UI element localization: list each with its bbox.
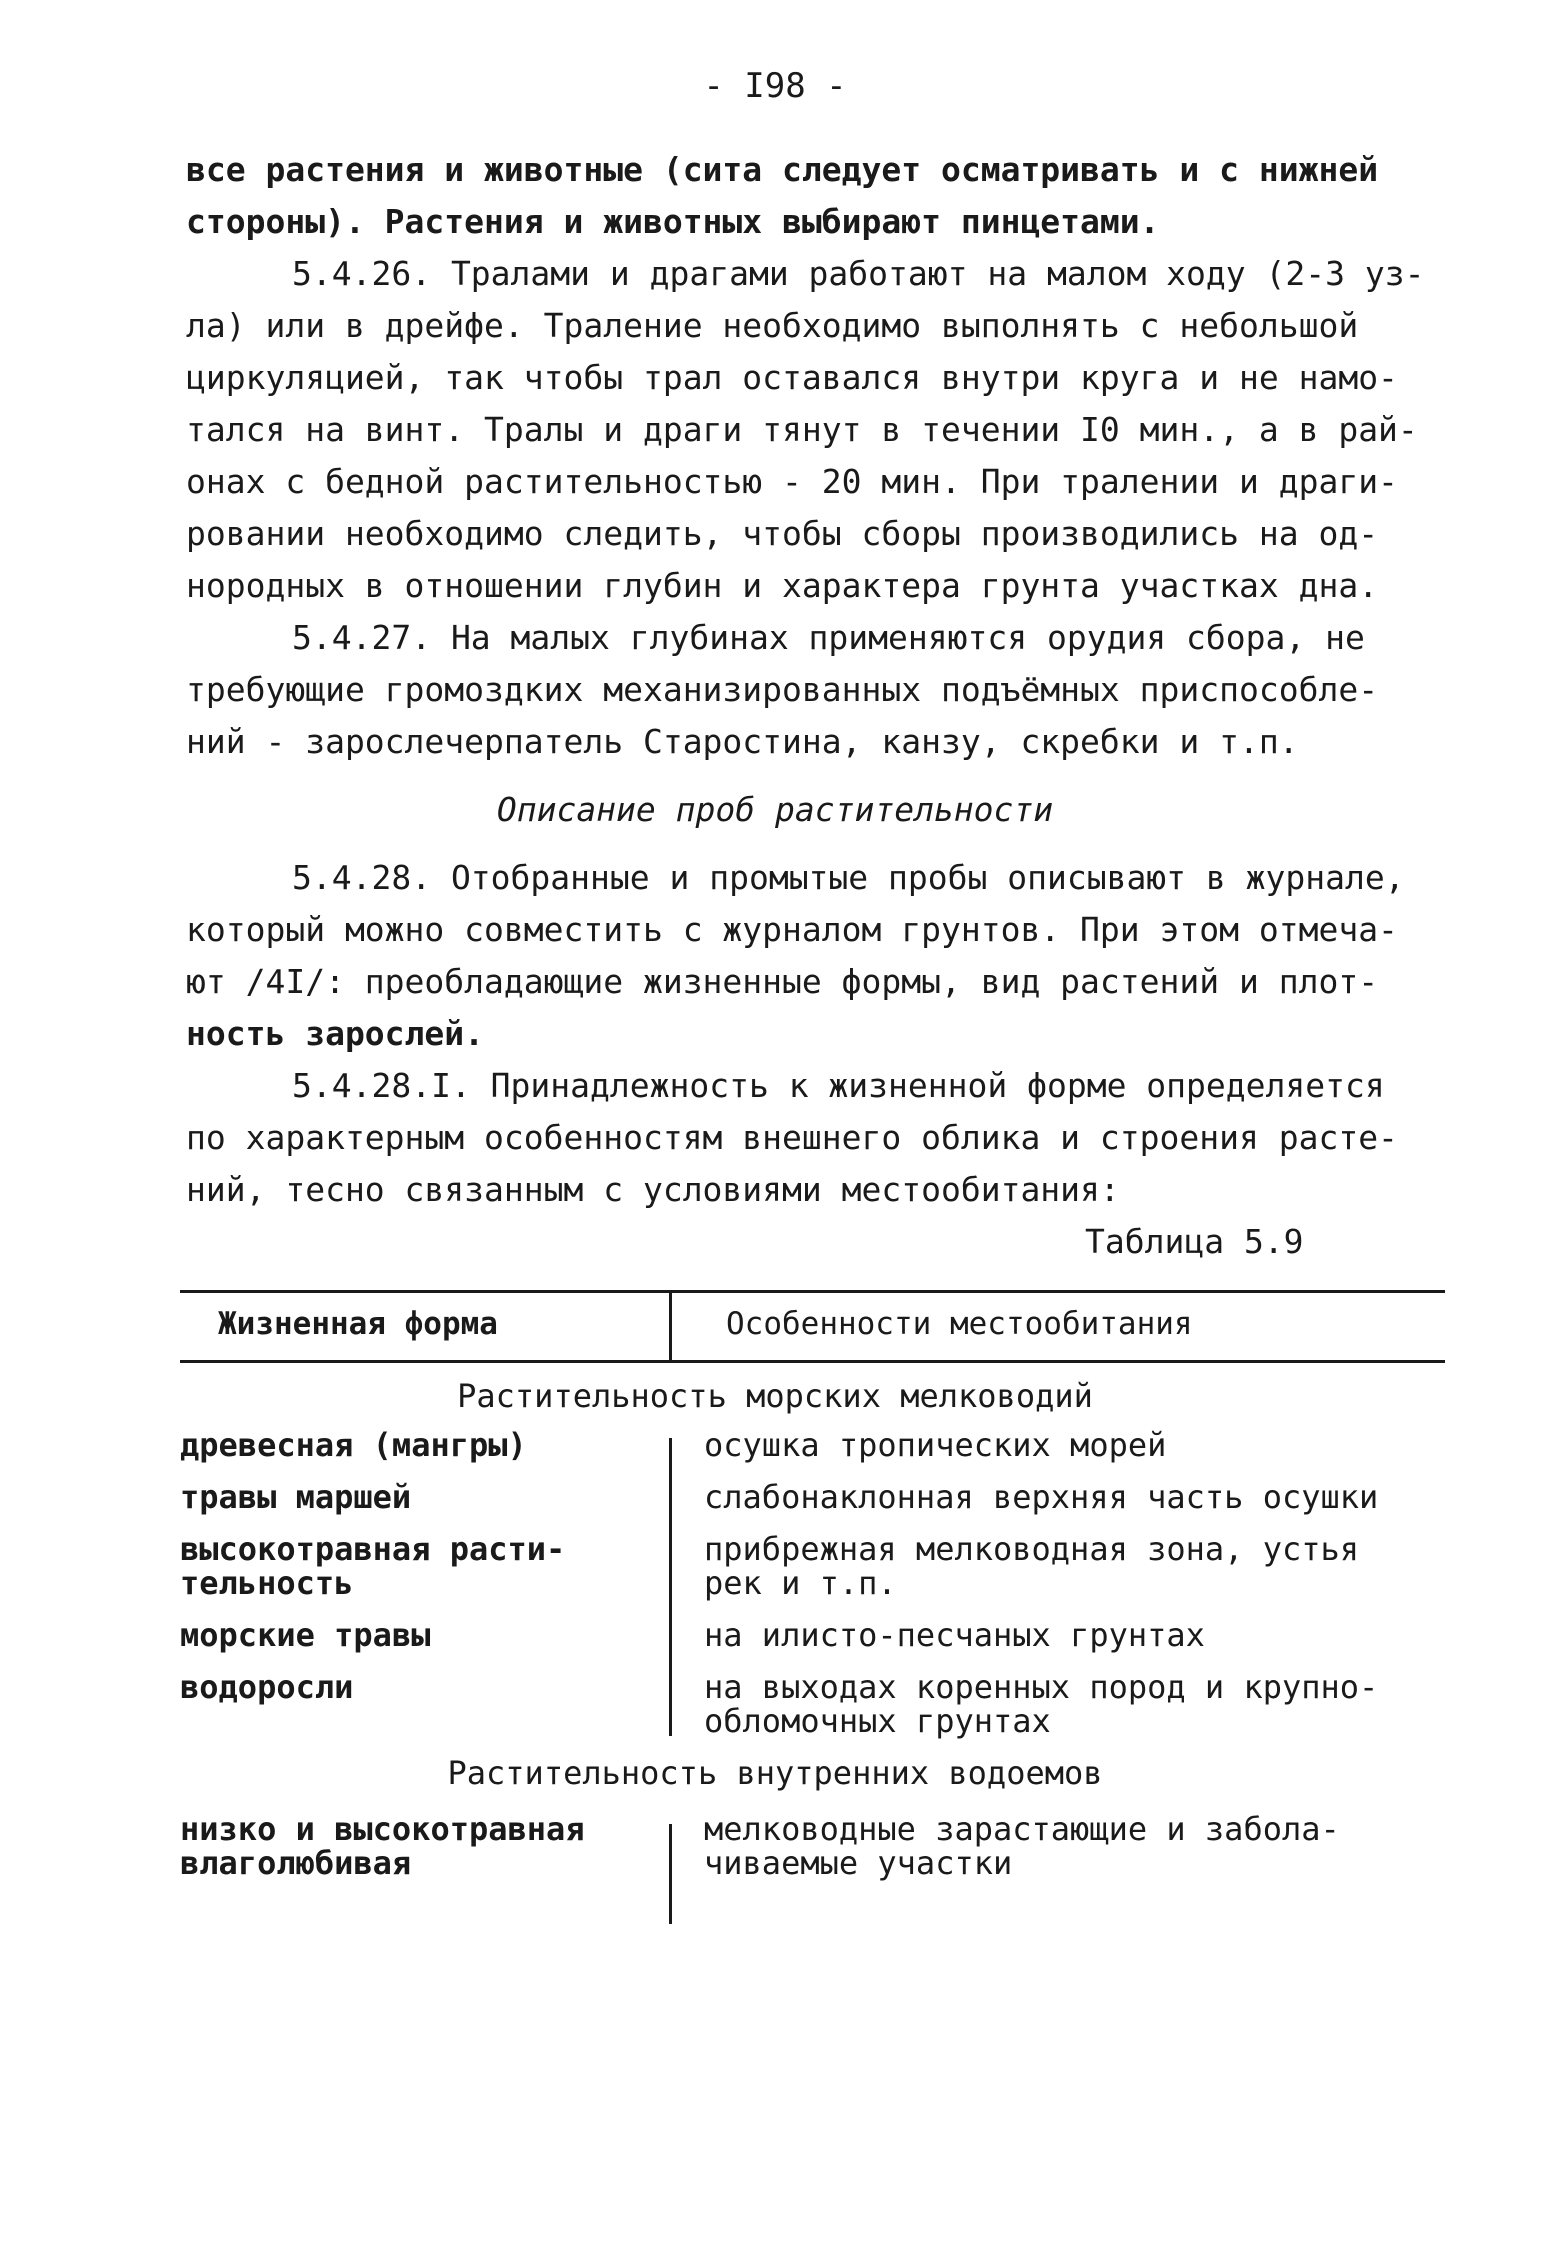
cell-form: водоросли bbox=[180, 1668, 354, 1706]
table-group-title: Растительность морских мелководий bbox=[457, 1377, 1093, 1415]
cell-form: низко и высокотравная влаголюбивая bbox=[180, 1810, 585, 1882]
cell-habitat: на выходах коренных пород и крупно- обломочных грунтах bbox=[704, 1668, 1379, 1740]
table-header-form: Жизненная форма bbox=[218, 1306, 498, 1342]
text-line: все растения и животные (сита следует осматривать и с нижней bbox=[186, 150, 1379, 189]
text-line: требующие громоздких механизированных подъёмных приспособле- bbox=[186, 670, 1379, 709]
cell-form: высокотравная расти- тельность bbox=[180, 1530, 566, 1602]
page-number: - I98 - bbox=[703, 66, 847, 106]
text-line: ность зарослей. bbox=[186, 1014, 485, 1053]
text-line: ний, тесно связанным с условиями местообитания: bbox=[186, 1170, 1120, 1209]
cell-form: травы маршей bbox=[180, 1478, 412, 1516]
cell-habitat: осушка тропических морей bbox=[704, 1426, 1167, 1464]
cell-habitat: слабонаклонная верхняя часть осушки bbox=[704, 1478, 1379, 1516]
text-line: 5.4.28. Отобранные и промытые пробы описывают в журнале, bbox=[292, 858, 1405, 897]
text-line: 5.4.27. На малых глубинах применяются орудия сбора, не bbox=[292, 618, 1365, 657]
text-line: по характерным особенностям внешнего облика и строения расте- bbox=[186, 1118, 1398, 1157]
cell-habitat: мелководные зарастающие и забола- чиваемые участки bbox=[704, 1810, 1340, 1882]
column-divider bbox=[669, 1438, 672, 1736]
text-line: ют /4I/: преобладающие жизненные формы, вид растений и плот- bbox=[186, 962, 1379, 1001]
text-line: стороны). Растения и животных выбирают пинцетами. bbox=[186, 202, 1160, 241]
text-line: который можно совместить с журналом грунтов. При этом отмеча- bbox=[186, 910, 1398, 949]
table-group-title: Растительность внутренних водоемов bbox=[447, 1754, 1103, 1792]
text-line: тался на винт. Тралы и драги тянут в течении I0 мин., а в рай- bbox=[186, 410, 1418, 449]
table-caption: Таблица 5.9 bbox=[1085, 1222, 1304, 1261]
text-line: ний - зарослечерпатель Старостина, канзу, скребки и т.п. bbox=[186, 722, 1299, 761]
text-line: циркуляцией, так чтобы трал оставался внутри круга и не намо- bbox=[186, 358, 1398, 397]
header-divider bbox=[669, 1292, 672, 1362]
text-line: ровании необходимо следить, чтобы сборы производились на од- bbox=[186, 514, 1379, 553]
cell-habitat: на илисто-песчаных грунтах bbox=[704, 1616, 1205, 1654]
cell-form: древесная (мангры) bbox=[180, 1426, 527, 1464]
text-line: 5.4.26. Тралами и драгами работают на малом ходу (2-3 уз- bbox=[292, 254, 1425, 293]
cell-habitat: прибрежная мелководная зона, устья рек и т.п. bbox=[704, 1530, 1360, 1602]
table-header-rule bbox=[180, 1360, 1445, 1363]
table-header-habitat: Особенности местообитания bbox=[726, 1306, 1193, 1342]
text-line: 5.4.28.I. Принадлежность к жизненной форме определяется bbox=[292, 1066, 1385, 1105]
text-line: ла) или в дрейфе. Траление необходимо выполнять с небольшой bbox=[186, 306, 1359, 345]
cell-form: морские травы bbox=[180, 1616, 431, 1654]
text-line: онах с бедной растительностью - 20 мин. При тралении и драги- bbox=[186, 462, 1398, 501]
text-line: нородных в отношении глубин и характера грунта участках дна. bbox=[186, 566, 1379, 605]
table-top-rule bbox=[180, 1290, 1445, 1293]
column-divider bbox=[669, 1824, 672, 1924]
section-heading: Описание проб растительности bbox=[496, 790, 1054, 829]
